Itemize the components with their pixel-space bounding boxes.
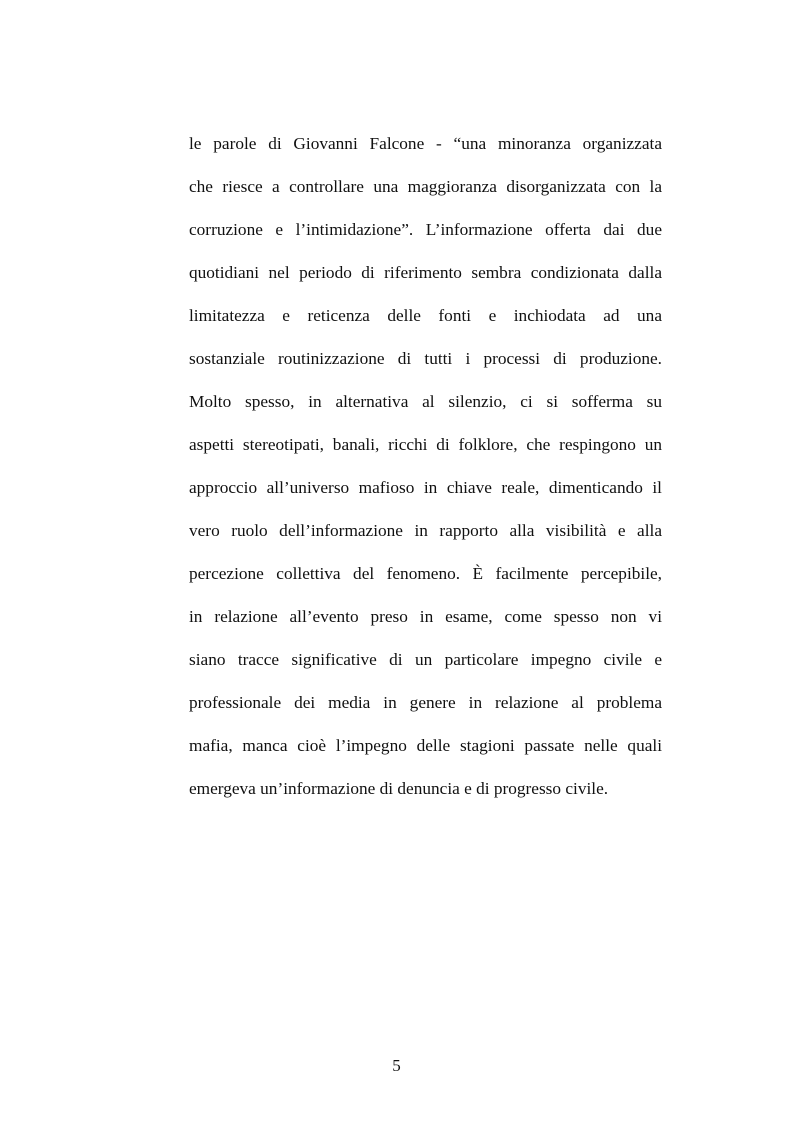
text-line: emergeva un’informazione di denuncia e di progresso civile.: [189, 779, 609, 798]
text-line: Molto spesso, in alternativa al silenzio, ci si sofferma su: [189, 392, 662, 411]
text-line: vero ruolo dell’informazione in rapporto alla visibilità e alla: [189, 521, 662, 540]
text-line: professionale dei media in genere in relazione al problema: [189, 693, 662, 712]
text-line: mafia, manca cioè l’impegno delle stagioni passate nelle quali: [189, 736, 662, 755]
text-line: corruzione e l’intimidazione”. L’informazione offerta dai due: [189, 220, 662, 239]
text-line: siano tracce significative di un particolare impegno civile e: [189, 650, 662, 669]
text-line: approccio all’universo mafioso in chiave reale, dimenticando il: [189, 478, 662, 497]
page-number: 5: [392, 1056, 401, 1075]
body-paragraph: [189, 129, 662, 817]
text-line: percezione collettiva del fenomeno. È facilmente percepibile,: [189, 564, 662, 583]
text-line: le parole di Giovanni Falcone - “una minoranza organizzata: [189, 134, 662, 153]
text-line: limitatezza e reticenza delle fonti e inchiodata ad una: [189, 306, 662, 325]
text-line: quotidiani nel periodo di riferimento sembra condizionata dalla: [189, 263, 662, 282]
text-line: in relazione all’evento preso in esame, come spesso non vi: [189, 607, 662, 626]
text-line: che riesce a controllare una maggioranza disorganizzata con la: [189, 177, 662, 196]
text-line: sostanziale routinizzazione di tutti i processi di produzione.: [189, 349, 662, 368]
text-line: aspetti stereotipati, banali, ricchi di folklore, che respingono un: [189, 435, 662, 454]
